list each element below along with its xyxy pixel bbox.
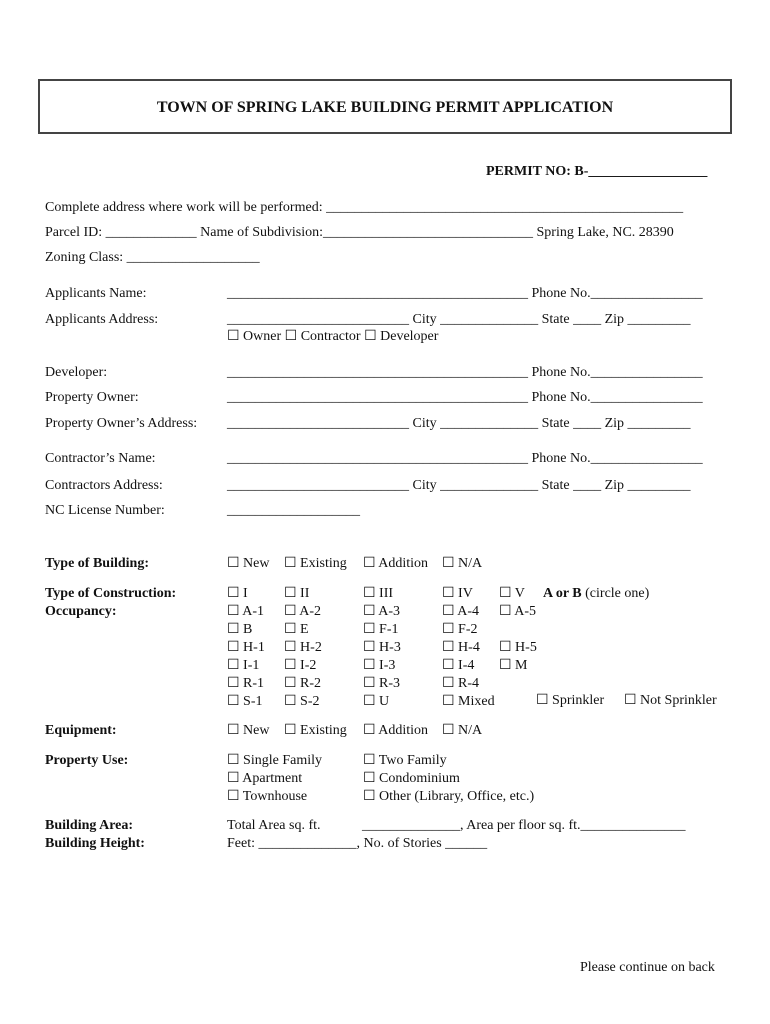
occupancy-checkbox[interactable]: ☐ I-4 bbox=[442, 658, 475, 673]
occupancy-checkbox[interactable]: ☐ E bbox=[284, 622, 309, 637]
occupancy-checkbox[interactable]: ☐ H-1 bbox=[227, 640, 265, 655]
occupancy-checkbox[interactable]: ☐ A-1 bbox=[227, 604, 265, 619]
occupancy-checkbox[interactable]: ☐ I bbox=[227, 586, 248, 601]
occupancy-checkbox[interactable]: ☐ H-5 bbox=[499, 640, 537, 655]
occupancy-checkbox[interactable]: ☐ Mixed bbox=[442, 694, 495, 709]
occupancy-checkbox[interactable]: ☐ V bbox=[499, 586, 525, 601]
building-addition-checkbox[interactable]: ☐ Addition bbox=[363, 556, 429, 571]
use-condominium-checkbox[interactable]: ☐ Condominium bbox=[363, 771, 460, 786]
contractor-address-field[interactable]: __________________________ City ______________ State ____ Zip _________ bbox=[227, 478, 691, 493]
equipment-new-checkbox[interactable]: ☐ New bbox=[227, 723, 270, 738]
area-field[interactable]: ______________, Area per floor sq. ft._______________ bbox=[362, 818, 686, 833]
occupancy-checkbox[interactable]: ☐ I-3 bbox=[363, 658, 396, 673]
use-apartment-checkbox[interactable]: ☐ Apartment bbox=[227, 771, 303, 786]
occupancy-checkbox[interactable]: ☐ A-2 bbox=[284, 604, 322, 619]
contractor-address-label: Contractors Address: bbox=[45, 478, 163, 493]
license-number-field[interactable]: ___________________ bbox=[227, 503, 360, 518]
type-of-building-label: Type of Building: bbox=[45, 556, 149, 571]
use-two-family-checkbox[interactable]: ☐ Two Family bbox=[363, 753, 447, 768]
developer-label: Developer: bbox=[45, 365, 108, 380]
applicant-address-label: Applicants Address: bbox=[45, 312, 159, 327]
applicant-role-checkboxes[interactable]: ☐ Owner ☐ Contractor ☐ Developer bbox=[227, 329, 439, 344]
license-number-label: NC License Number: bbox=[45, 503, 165, 518]
occupancy-checkbox[interactable]: ☐ H-4 bbox=[442, 640, 480, 655]
use-townhouse-checkbox[interactable]: ☐ Townhouse bbox=[227, 789, 308, 804]
applicant-address-field[interactable]: __________________________ City ______________ State ____ Zip _________ bbox=[227, 312, 691, 327]
occupancy-checkbox[interactable]: ☐ IV bbox=[442, 586, 473, 601]
property-owner-field[interactable]: ___________________________________________ Phone No.________________ bbox=[227, 390, 703, 405]
contractor-name-field[interactable]: ___________________________________________ Phone No.________________ bbox=[227, 451, 703, 466]
not-sprinkler-checkbox[interactable]: ☐ Not Sprinkler bbox=[624, 693, 717, 708]
circle-one-rest: (circle one) bbox=[581, 586, 650, 601]
parcel-subdivision-field[interactable]: Parcel ID: _____________ Name of Subdivision:______________________________ Spring Lake, NC. 28390 bbox=[45, 225, 674, 240]
occupancy-checkbox[interactable]: ☐ H-3 bbox=[363, 640, 401, 655]
circle-one-note bbox=[543, 585, 649, 602]
building-new-checkbox[interactable]: ☐ New bbox=[227, 556, 270, 571]
contractor-name-label: Contractor’s Name: bbox=[45, 451, 156, 466]
permit-number-field[interactable]: PERMIT NO: B-_________________ bbox=[486, 164, 708, 179]
height-stories-field[interactable]: Feet: ______________, No. of Stories ______ bbox=[227, 836, 488, 851]
property-owner-address-label: Property Owner’s Address: bbox=[45, 416, 198, 431]
occupancy-checkbox[interactable]: ☐ H-2 bbox=[284, 640, 322, 655]
occupancy-checkbox[interactable]: ☐ I-2 bbox=[284, 658, 317, 673]
property-use-label: Property Use: bbox=[45, 753, 129, 768]
occupancy-label: Occupancy: bbox=[45, 604, 117, 619]
occupancy-checkbox[interactable]: ☐ R-4 bbox=[442, 676, 480, 691]
occupancy-checkbox[interactable]: ☐ S-2 bbox=[284, 694, 320, 709]
building-na-checkbox[interactable]: ☐ N/A bbox=[442, 556, 483, 571]
occupancy-checkbox[interactable]: ☐ A-4 bbox=[442, 604, 480, 619]
equipment-existing-checkbox[interactable]: ☐ Existing bbox=[284, 723, 347, 738]
circle-one-bold: A or B bbox=[543, 586, 582, 601]
property-owner-label: Property Owner: bbox=[45, 390, 139, 405]
sprinkler-checkbox[interactable]: ☐ Sprinkler bbox=[536, 693, 605, 708]
building-area-label: Building Area: bbox=[45, 818, 134, 833]
occupancy-checkbox[interactable]: ☐ M bbox=[499, 658, 528, 673]
work-address-field[interactable]: Complete address where work will be performed: ___________________________________________________ bbox=[45, 200, 684, 215]
occupancy-checkbox[interactable]: ☐ I-1 bbox=[227, 658, 260, 673]
occupancy-checkbox[interactable]: ☐ B bbox=[227, 622, 253, 637]
title-box bbox=[38, 79, 732, 134]
building-height-label: Building Height: bbox=[45, 836, 145, 851]
continue-on-back-note: Please continue on back bbox=[580, 960, 715, 975]
occupancy-checkbox[interactable]: ☐ F-1 bbox=[363, 622, 399, 637]
occupancy-checkbox[interactable]: ☐ F-2 bbox=[442, 622, 478, 637]
occupancy-checkbox[interactable]: ☐ U bbox=[363, 694, 390, 709]
developer-field[interactable]: ___________________________________________ Phone No.________________ bbox=[227, 365, 703, 380]
occupancy-checkbox[interactable]: ☐ A-5 bbox=[499, 604, 537, 619]
use-other-checkbox[interactable]: ☐ Other (Library, Office, etc.) bbox=[363, 789, 535, 804]
use-single-family-checkbox[interactable]: ☐ Single Family bbox=[227, 753, 322, 768]
building-existing-checkbox[interactable]: ☐ Existing bbox=[284, 556, 347, 571]
equipment-addition-checkbox[interactable]: ☐ Addition bbox=[363, 723, 429, 738]
equipment-label: Equipment: bbox=[45, 723, 117, 738]
occupancy-checkbox[interactable]: ☐ R-2 bbox=[284, 676, 322, 691]
occupancy-checkbox[interactable]: ☐ II bbox=[284, 586, 310, 601]
type-of-construction-label: Type of Construction: bbox=[45, 586, 177, 601]
occupancy-checkbox[interactable]: ☐ A-3 bbox=[363, 604, 401, 619]
applicant-name-field[interactable]: ___________________________________________ Phone No.________________ bbox=[227, 286, 703, 301]
occupancy-checkbox[interactable]: ☐ R-1 bbox=[227, 676, 265, 691]
zoning-class-field[interactable]: Zoning Class: ___________________ bbox=[45, 250, 260, 265]
form-title: TOWN OF SPRING LAKE BUILDING PERMIT APPLICATION bbox=[156, 99, 614, 116]
applicant-name-label: Applicants Name: bbox=[45, 286, 147, 301]
equipment-na-checkbox[interactable]: ☐ N/A bbox=[442, 723, 483, 738]
total-area-label: Total Area sq. ft. bbox=[227, 818, 321, 833]
occupancy-checkbox[interactable]: ☐ S-1 bbox=[227, 694, 263, 709]
occupancy-checkbox[interactable]: ☐ R-3 bbox=[363, 676, 401, 691]
occupancy-checkbox[interactable]: ☐ III bbox=[363, 586, 394, 601]
property-owner-address-field[interactable]: __________________________ City ______________ State ____ Zip _________ bbox=[227, 416, 691, 431]
